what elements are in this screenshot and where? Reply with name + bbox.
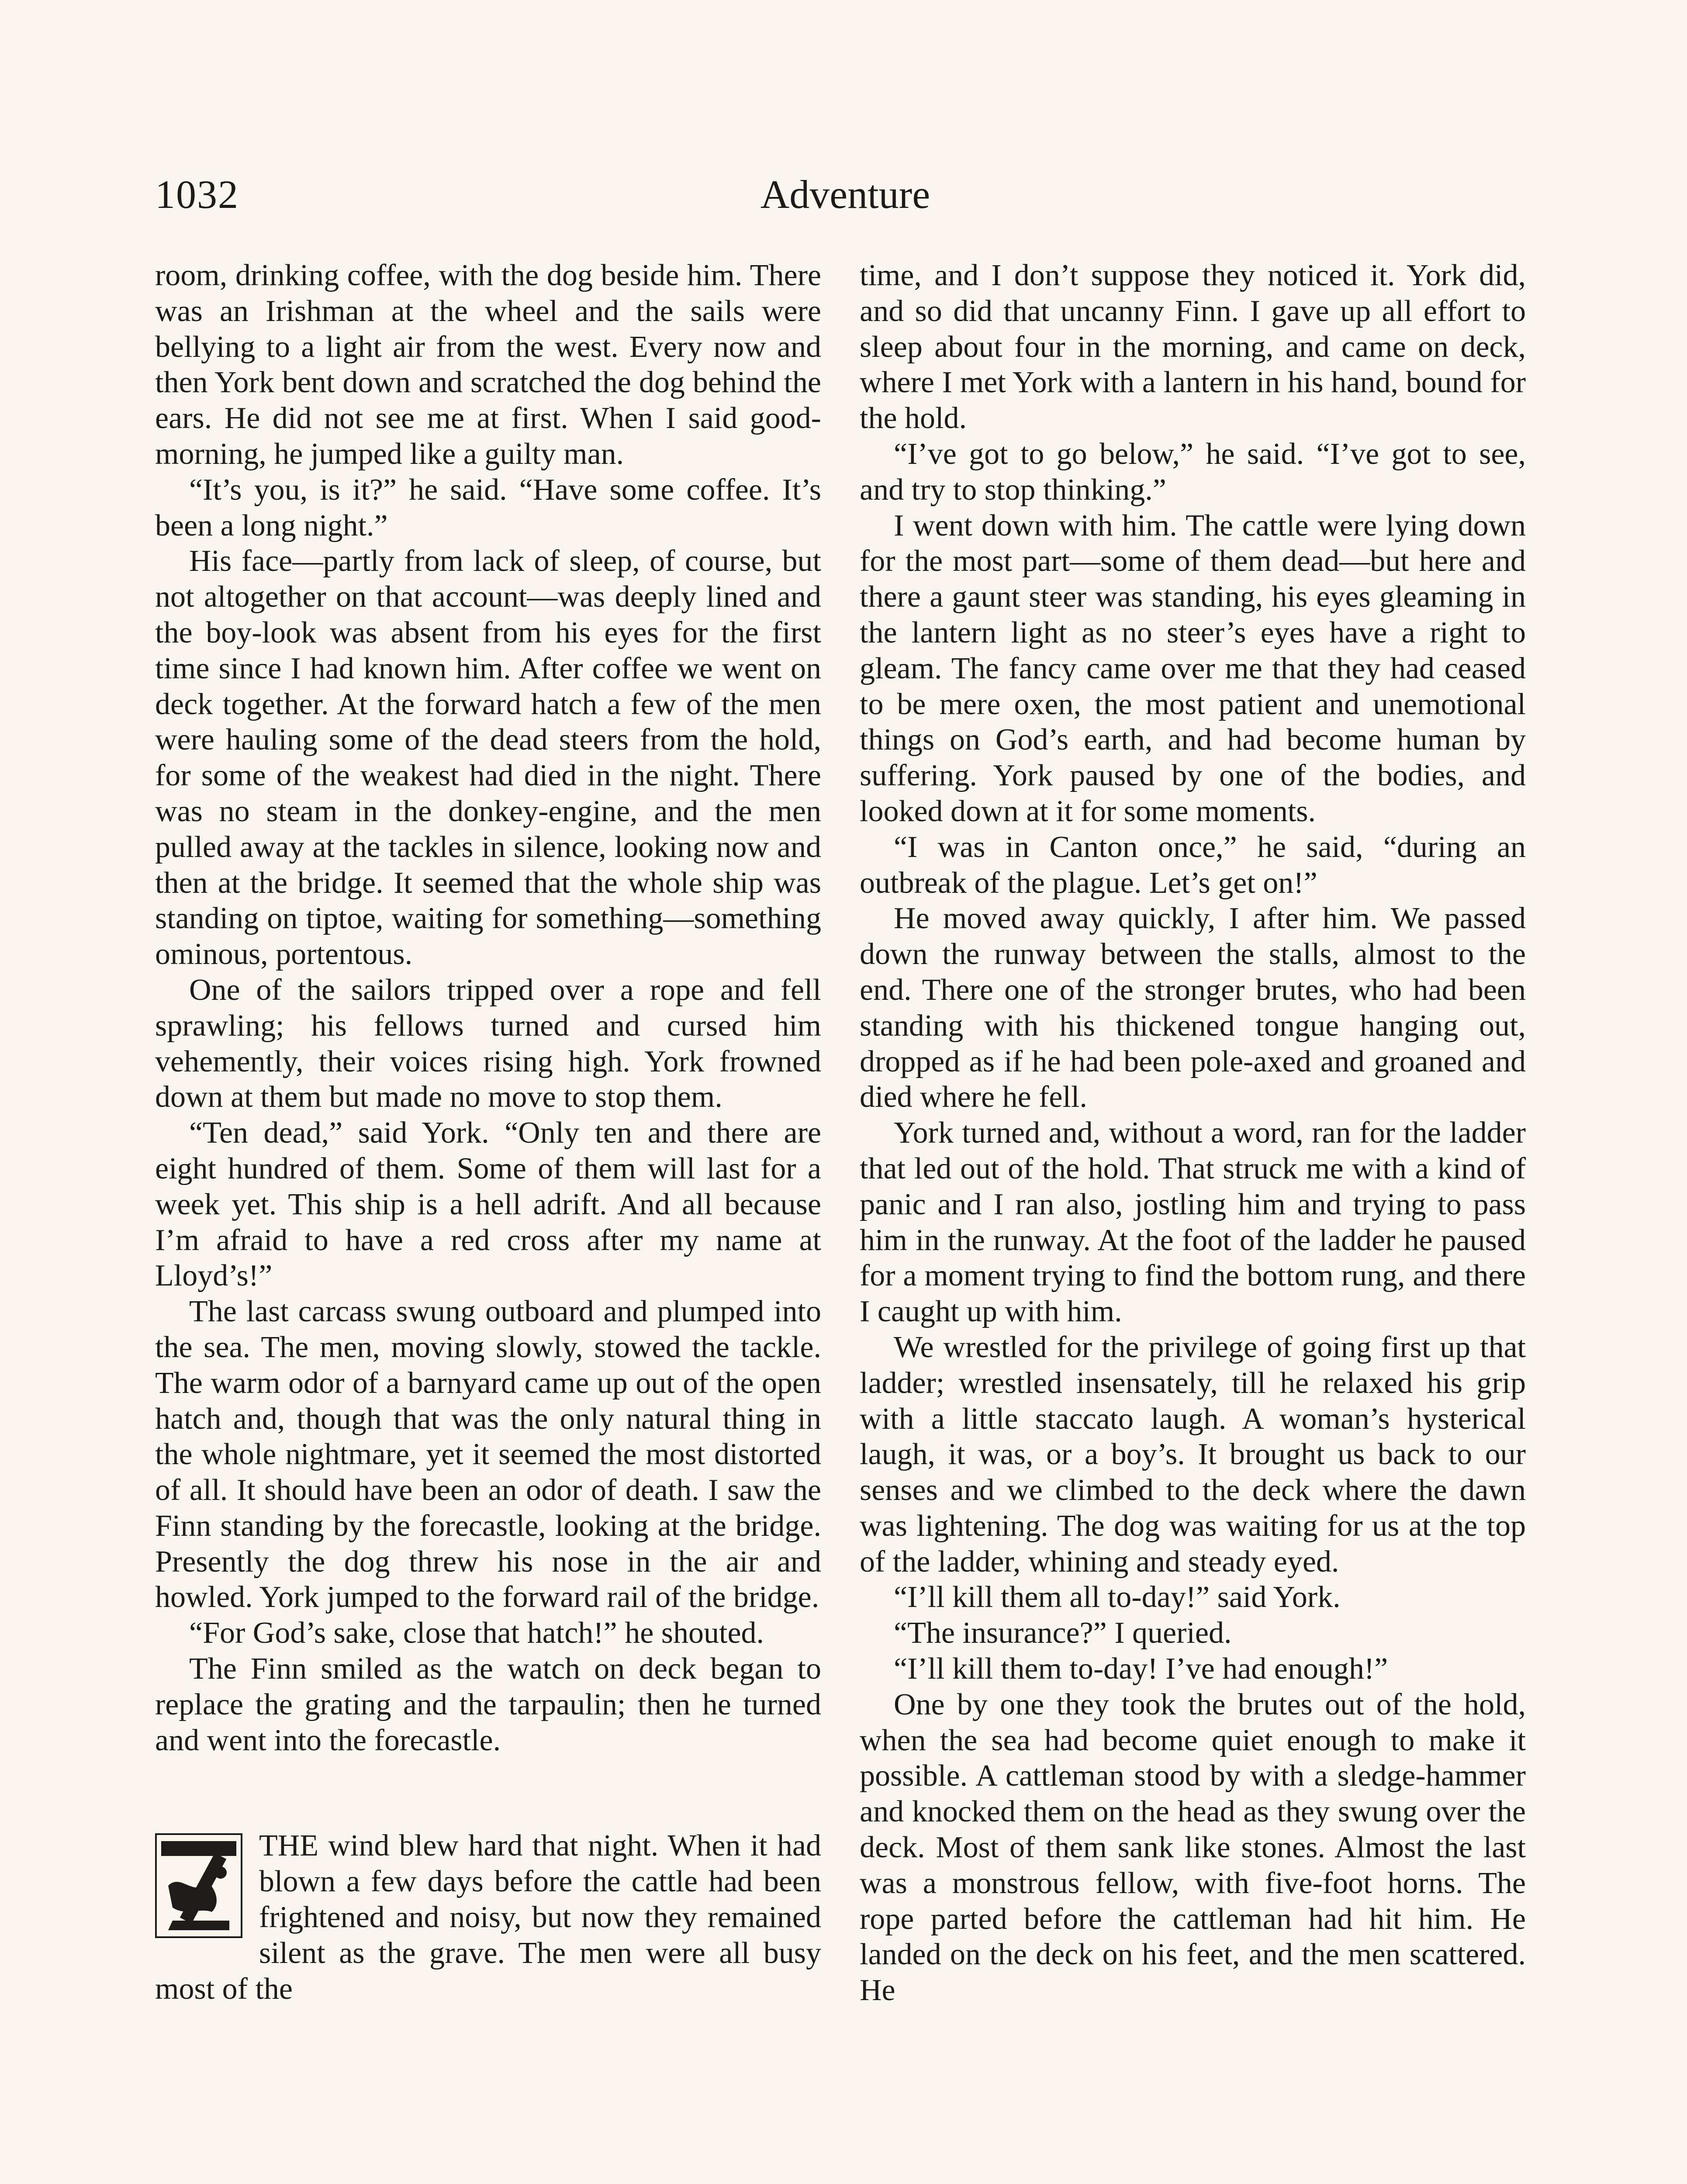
paragraph: He moved away quickly, I after him. We passed down the runway between the stalls, almost to the end. There one of the stronger brutes, who had been standing with his thickened tongue hanging out, dropped as if he had been pole-axed and groaned and died where he fell. <box>860 902 1526 1114</box>
paragraph: “I’ve got to go below,” he said. “I’ve got to see, and try to stop thinking.” <box>860 437 1526 507</box>
page-number: 1032 <box>155 172 239 217</box>
paragraph: York turned and, without a word, ran for the ladder that led out of the hold. That struck me with a kind of panic and I ran also, jostling him and trying to pass him in the runway. At the foot of the ladder he paused for a moment trying to find the bottom rung, and there I caught up with him. <box>860 1116 1526 1329</box>
paragraph: time, and I don’t suppose they noticed it. York did, and so did that uncanny Finn. I gave up all effort to sleep about four in the morning, and came on deck, where I met York with a lantern in his hand, bound for the hold. <box>860 259 1526 435</box>
paragraph: “The insurance?” I queried. <box>894 1616 1232 1650</box>
paragraph: “I’ll kill them all to-day!” said York. <box>894 1580 1341 1614</box>
paragraph: I went down with him. The cattle were lying down for the most part—some of them dead—but here and there a gaunt steer was standing, his eyes gleaming in the lantern light as no steer’s eyes have a right to gleam. The fancy came over me that they had ceased to be mere oxen, the most patient and unemotional things on God’s earth, and had become human by suffering. York paused by one of the bodies, and looked down at it for some moments. <box>860 508 1526 828</box>
paragraph: One by one they took the brutes out of the hold, when the sea had become quiet enough to make it possible. A cattleman stood by with a sledge-hammer and knocked them on the head as they swung over the deck. Most of them sank like stones. Almost the last was a monstrous fellow, with five-foot horns. The rope parted before the cattleman had hit him. He landed on the deck on his feet, and the men scattered. He <box>860 1687 1526 2008</box>
paragraph: room, drinking coffee, with the dog beside him. There was an Irishman at the wheel and the sails were bellying to a light air from the west. Every now and then York bent down and scratched the dog behind the ears. He did not see me at first. When I said good-morning, he jumped like a guilty man. <box>155 259 821 471</box>
section-opening <box>155 1828 821 2007</box>
paragraph: “I was in Canton once,” he said, “during an outbreak of the plague. Let’s get on!” <box>860 830 1526 900</box>
paragraph: “Ten dead,” said York. “Only ten and there are eight hundred of them. Some of them will last for a week yet. This ship is a hell adrift. And all because I’m afraid to have a red cross after my name at Lloyd’s!” <box>155 1116 821 1293</box>
section-text: THE wind blew hard that night. When it had blown a few days before the cattle had been frightened and noisy, but now they remained silent as the grave. The men were all busy most of the <box>155 1829 821 2006</box>
left-column <box>155 258 821 2007</box>
paragraph: His face—partly from lack of sleep, of course, but not altogether on that account—was deeply lined and the boy-look was absent from his eyes for the first time since I had known him. After coffee we went on deck together. At the forward hatch a few of the men were hauling some of the dead steers from the hold, for some of the weakest had died in the night. There was no steam in the donkey-engine, and the men pulled away at the tackles in silence, looking now and then at the bridge. It seemed that the whole ship was standing on tiptoe, waiting for something—something ominous, portentous. <box>155 544 821 971</box>
page-title: Adventure <box>760 172 930 217</box>
paragraph: “For God’s sake, close that hatch!” he shouted. <box>189 1616 764 1650</box>
right-column <box>860 258 1526 2008</box>
page-header <box>155 168 1535 225</box>
paragraph: We wrestled for the privilege of going first up that ladder; wrestled insensately, till he relaxed his grip with a little staccato laugh. A woman’s hysterical laugh, it was, or a boy’s. It brought us back to our senses and we climbed to the deck where the dawn was lightening. The dog was waiting for us at the top of the ladder, whining and steady eyed. <box>860 1330 1526 1579</box>
paragraph: “I’ll kill them to-day! I’ve had enough!” <box>894 1652 1388 1686</box>
paragraph: One of the sailors tripped over a rope and fell sprawling; his fellows turned and cursed him vehemently, their voices rising high. York frowned down at them but made no move to stop them. <box>155 973 821 1114</box>
paragraph: The Finn smiled as the watch on deck began to replace the grating and the tarpaulin; then he turned and went into the forecastle. <box>155 1652 821 1757</box>
paragraph: “It’s you, is it?” he said. “Have some coffee. It’s been a long night.” <box>155 473 821 543</box>
decorative-initial-icon <box>155 1833 242 1938</box>
paragraph: The last carcass swung outboard and plumped into the sea. The men, moving slowly, stowed the tackle. The warm odor of a barnyard came up out of the open hatch and, though that was the only natural thing in the whole nightmare, yet it seemed the most distorted of all. It should have been an odor of death. I saw the Finn standing by the forecastle, looking at the bridge. Presently the dog threw his nose in the air and howled. York jumped to the forward rail of the bridge. <box>155 1295 821 1614</box>
